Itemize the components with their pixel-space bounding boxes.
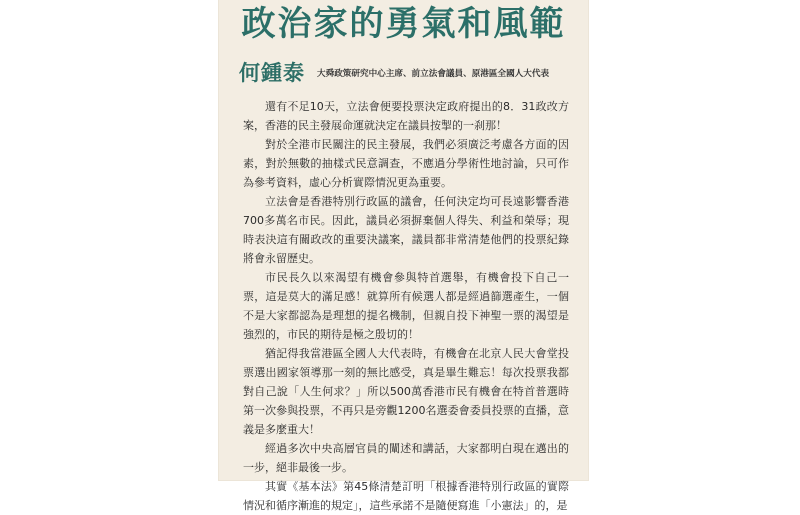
article-paragraph: 立法會是香港特別行政區的議會，任何決定均可長遠影響香港700多萬名市民。因此，議員必須摒棄個人得失、利益和榮辱；現時表決這有關政改的重要決議案，議員都非常清楚他們的投票紀錄將會永留歷史。 <box>243 195 569 265</box>
article-paragraph: 還有不足10天，立法會便要投票決定政府提出的8．31政改方案，香港的民主發展命運就決定在議員按掣的一刹那！ <box>243 100 569 132</box>
article-paragraph: 猶記得我當港區全國人大代表時，有機會在北京人民大會堂投票選出國家領導那一刻的無比感受，真是畢生難忘！每次投票我都對自己說「人生何求？」所以500萬香港市民有機會在特首普選時第一次參與投票，不再只是旁觀1200名選委會委員投票的直播，意義是多麼重大！ <box>243 347 569 436</box>
newspaper-clipping <box>219 0 588 512</box>
article-body <box>243 97 569 515</box>
article-paragraph: 經過多次中央高層官員的闡述和講話，大家都明白現在邁出的一步，絕非最後一步。 <box>243 442 569 474</box>
article-paragraph: 其實《基本法》第45條清楚訂明「根據香港特別行政區的實際情況和循序漸進的規定」，這些承諾不是隨便寫進「小憲法」的，是 <box>243 480 569 512</box>
article-byline <box>239 60 579 88</box>
article-paragraph: 市民長久以來渴望有機會參與特首選舉，有機會投下自己一票，這是莫大的滿足感！就算所有候選人都是經過篩選產生，一個不是大家都認為是理想的提名機制，但親自投下神聖一票的渴望是強烈的，市民的期待是極之殷切的！ <box>243 271 569 341</box>
author-name: 何鍾泰 <box>239 61 305 85</box>
author-title: 大舜政策研究中心主席、前立法會議員、原港區全國人大代表 <box>317 69 550 79</box>
article-headline: 政治家的勇氣和風範 <box>241 4 566 44</box>
article-paragraph: 對於全港市民關注的民主發展，我們必須廣泛考慮各方面的因素，對於無數的抽樣式民意調查，不應過分學術性地討論，只可作為參考資料，虛心分析實際情況更為重要。 <box>243 138 569 189</box>
